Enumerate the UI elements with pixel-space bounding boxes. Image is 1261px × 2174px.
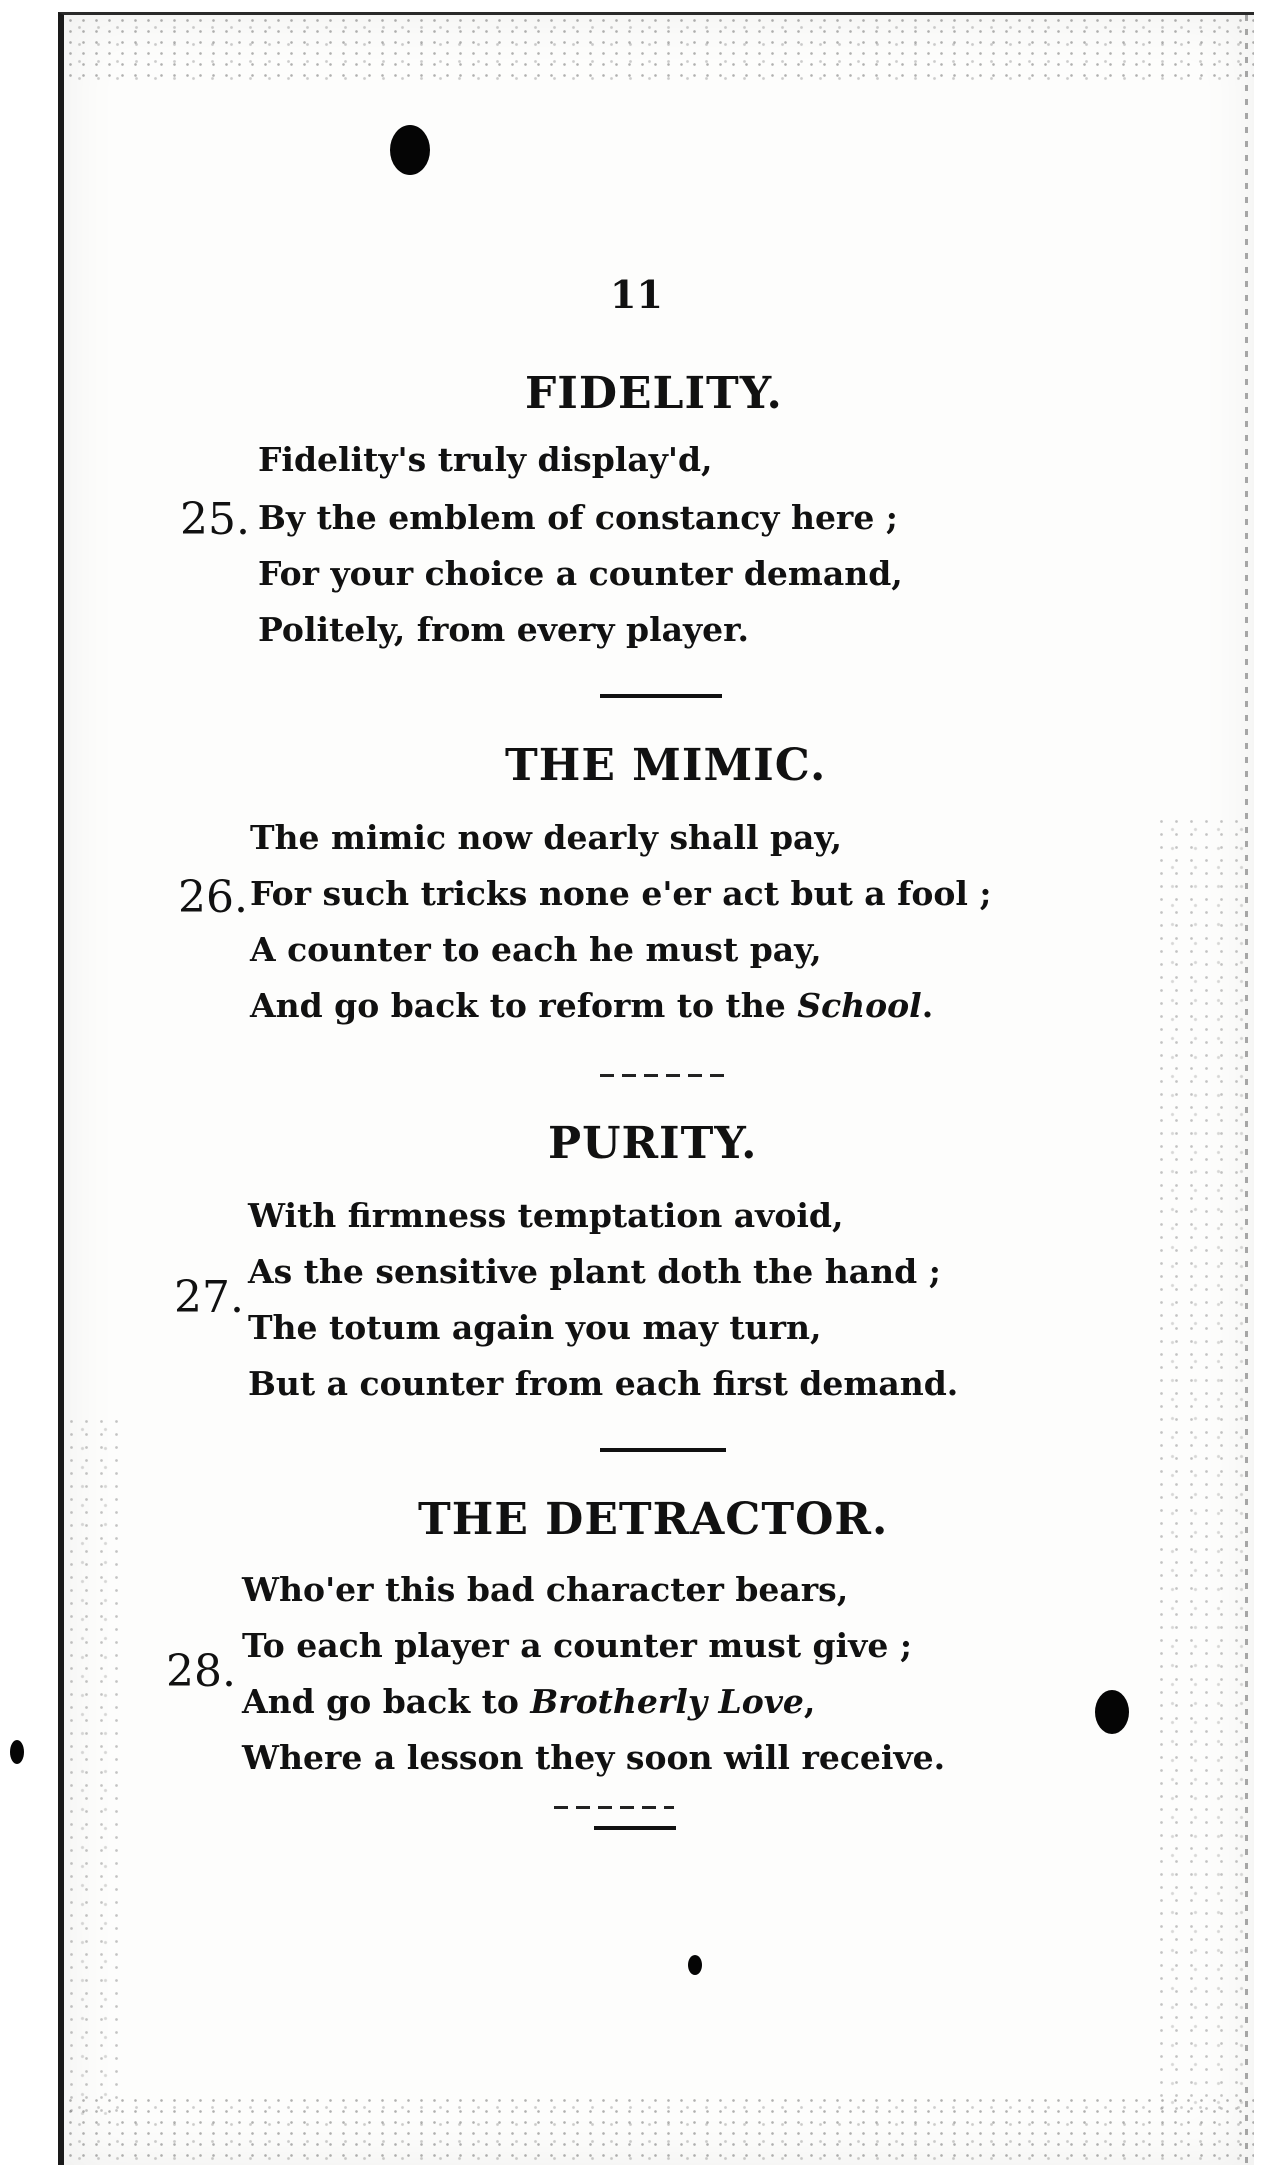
- verse-line: But a counter from each first demand.: [248, 1364, 959, 1403]
- verse-line: Who'er this bad character bears,: [242, 1570, 849, 1609]
- verse-line: By the emblem of constancy here ;: [258, 498, 898, 537]
- section-rule: [600, 694, 722, 698]
- verse-line: [242, 1682, 815, 1721]
- verse-punctuation: ,: [803, 1682, 816, 1721]
- verse-line: For your choice a counter demand,: [258, 554, 903, 593]
- verse-italic-text: School: [797, 986, 922, 1025]
- right-speckle: [1154, 815, 1244, 2115]
- ink-blot: [688, 1955, 702, 1975]
- left-speckle: [64, 1415, 124, 2115]
- ink-blot: [10, 1740, 24, 1764]
- ink-blot: [390, 125, 430, 175]
- verse-line: To each player a counter must give ;: [242, 1626, 913, 1665]
- verse-line: The totum again you may turn,: [248, 1308, 822, 1347]
- verse-line: For such tricks none e'er act but a fool ;: [250, 874, 992, 913]
- verse-line: [250, 986, 933, 1025]
- verse-line: As the sensitive plant doth the hand ;: [248, 1252, 941, 1291]
- page-number: 11: [610, 272, 663, 317]
- book-page: [58, 12, 1254, 2165]
- verse-line: Where a lesson they soon will receive.: [242, 1738, 946, 1777]
- section-heading: FIDELITY.: [525, 368, 783, 419]
- section-rule: [600, 1074, 724, 1077]
- end-rule: [594, 1826, 676, 1830]
- verse-line: Politely, from every player.: [258, 610, 750, 649]
- ink-blot: [1095, 1690, 1129, 1734]
- section-heading: THE DETRACTOR.: [418, 1494, 889, 1545]
- verse-punctuation: .: [921, 986, 934, 1025]
- page-edge: [1245, 15, 1248, 2165]
- verse-text: And go back to: [242, 1682, 531, 1721]
- section-heading: PURITY.: [548, 1118, 758, 1169]
- verse-number: 26.: [178, 872, 248, 923]
- verse-text: And go back to reform to the: [250, 986, 798, 1025]
- section-heading: THE MIMIC.: [505, 740, 827, 791]
- verse-italic-text: Brotherly Love: [530, 1682, 804, 1721]
- verse-line: The mimic now dearly shall pay,: [250, 818, 842, 857]
- verse-line: With firmness temptation avoid,: [248, 1196, 844, 1235]
- end-ornament-dots: [554, 1806, 674, 1809]
- top-speckle: [64, 15, 1254, 85]
- verse-line: Fidelity's truly display'd,: [258, 440, 713, 479]
- bottom-speckle: [64, 2095, 1254, 2165]
- verse-line: A counter to each he must pay,: [250, 930, 822, 969]
- verse-number: 28.: [166, 1646, 236, 1697]
- section-rule: [600, 1448, 726, 1452]
- verse-number: 27.: [174, 1272, 244, 1323]
- verse-number: 25.: [180, 494, 250, 545]
